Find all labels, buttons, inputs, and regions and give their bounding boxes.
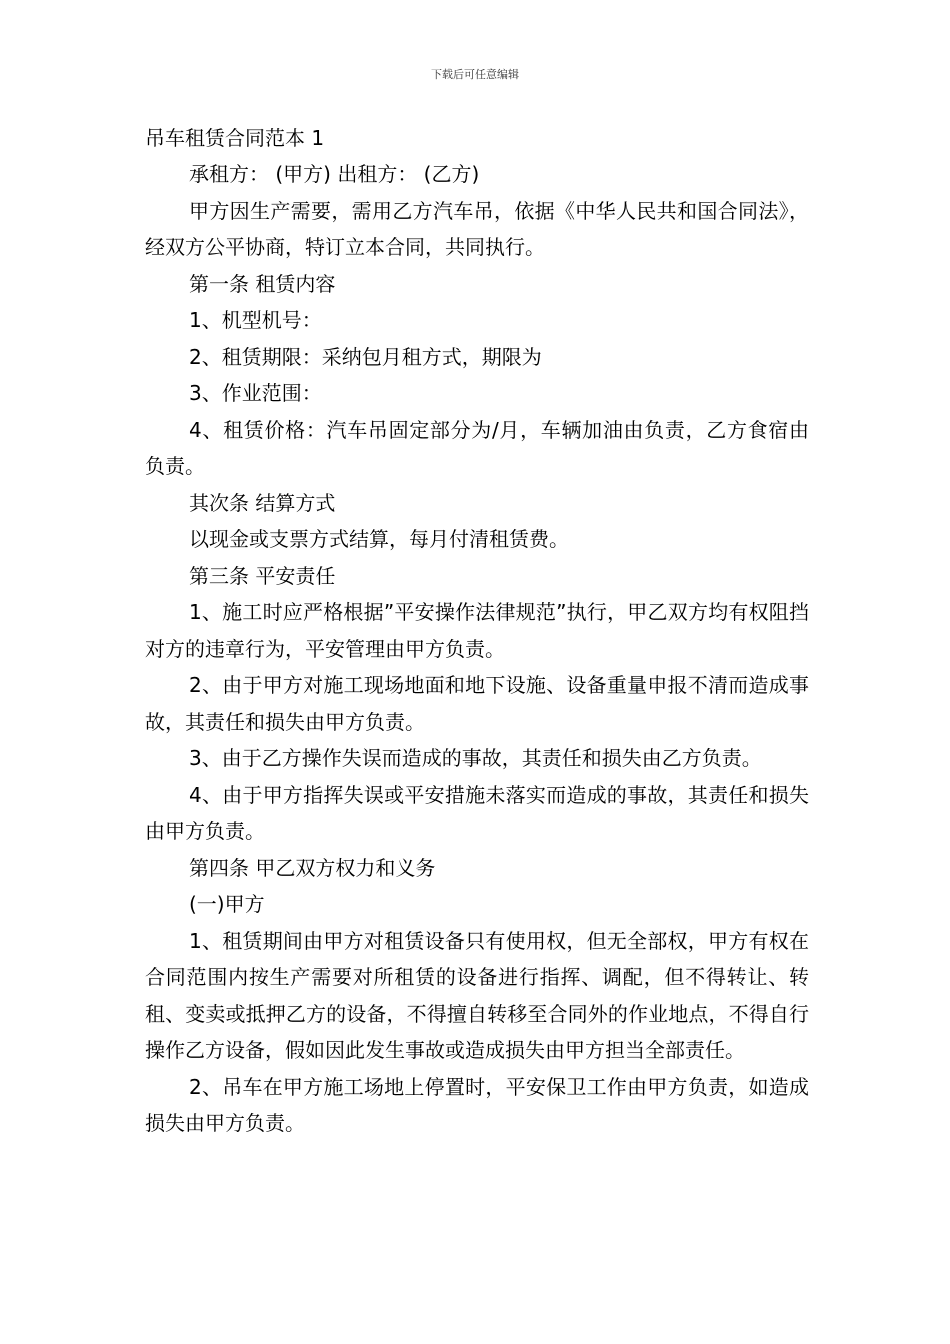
article-1-item-2: 2、租赁期限：采纳包月租方式，期限为 (189, 344, 542, 369)
article-3-item-2: 2、由于甲方对施工现场地面和地下设施、设备重量申报不清而造成事故，其责任和损失由甲方负责。 (145, 673, 809, 734)
article-3-heading: 第三条 平安责任 (189, 563, 336, 588)
article-4-party-a-item-1: 1、租赁期间由甲方对租赁设备只有使用权，但无全部权，甲方有权在合同范围内按生产需要对所租赁的设备进行指挥、调配，但不得转让、转租、变卖或抵押乙方的设备，不得擅自转移至合同外的作业地点，不得自行操作乙方设备，假如因此发生事故或造成损失由甲方担当全部责任。 (145, 928, 809, 1062)
article-4-heading: 第四条 甲乙双方权力和义务 (189, 855, 436, 880)
document-body (145, 120, 809, 1142)
article-1-item-4: 4、租赁价格：汽车吊固定部分为/月，车辆加油由负责，乙方食宿由 负责。 (145, 417, 809, 478)
document-title: 吊车租赁合同范本 1 (145, 126, 325, 150)
article-3-item-4: 4、由于甲方指挥失误或平安措施未落实而造成的事故，其责任和损失由甲方负责。 (145, 782, 809, 843)
article-3-item-1: 1、施工时应严格根据”平安操作法律规范”执行，甲乙双方均有权阻挡对方的违章行为，平安管理由甲方负责。 (145, 600, 809, 661)
article-4-party-a-item-2: 2、吊车在甲方施工场地上停置时，平安保卫工作由甲方负责，如造成损失由甲方负责。 (145, 1074, 809, 1135)
article-4-party-a-heading: (一)甲方 (189, 892, 265, 916)
article-1-item-1: 1、机型机号： (189, 308, 322, 332)
article-3-item-3: 3、由于乙方操作失误而造成的事故，其责任和损失由乙方负责。 (189, 746, 762, 770)
parties-line: 承租方： (甲方) 出租方： (乙方) (189, 162, 480, 186)
article-2-heading: 其次条 结算方式 (189, 490, 336, 515)
article-1-heading: 第一条 租赁内容 (189, 271, 336, 296)
header-note: 下载后可任意编辑 (431, 68, 519, 81)
article-2-body: 以现金或支票方式结算，每月付清租赁费。 (189, 527, 569, 551)
article-1-item-3: 3、作业范围： (189, 381, 322, 405)
preamble-paragraph: 甲方因生产需要，需用乙方汽车吊，依据《中华人民共和国合同法》，经双方公平协商，特订立本合同，共同执行。 (145, 198, 809, 259)
